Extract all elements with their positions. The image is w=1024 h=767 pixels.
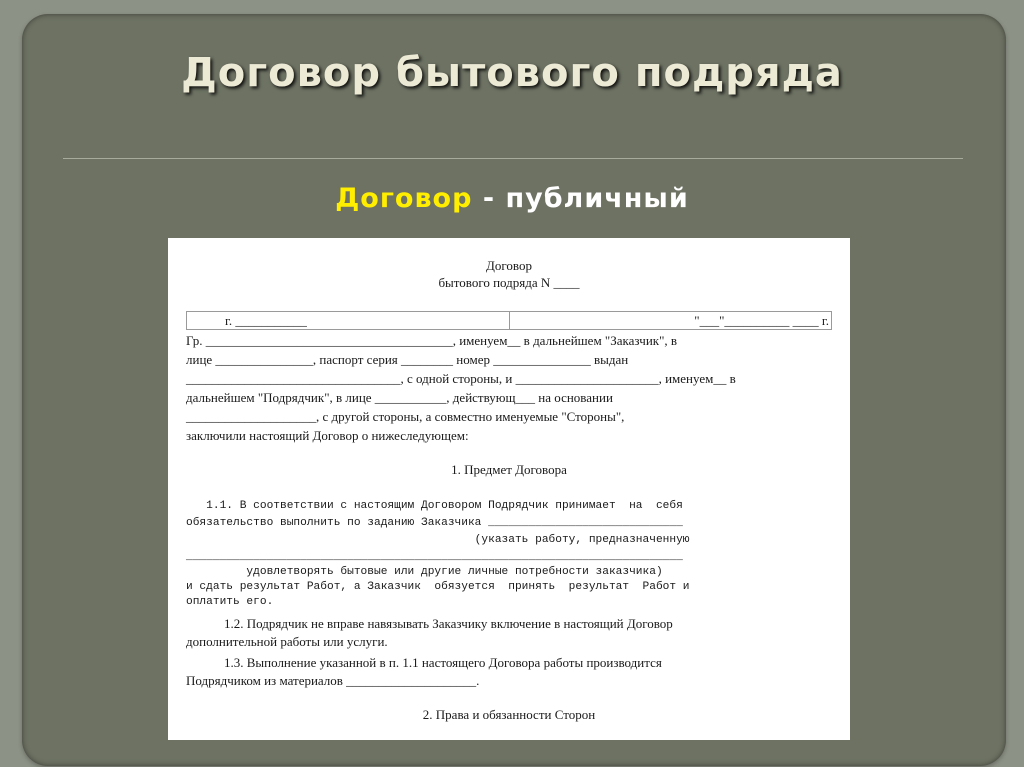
- clause-1-2-line: 1.2. Подрядчик не вправе навязывать Заказчику включение в настоящий Договор: [224, 616, 673, 631]
- clause-1-1-line: 1.1. В соответствии с настоящим Договором Подрядчик принимает на себя: [186, 500, 683, 512]
- clause-1-1-line: удовлетворять бытовые или другие личные потребности заказчика): [186, 566, 663, 578]
- preamble-line: _________________________________, с одной стороны, и ______________________, именуем__ в: [186, 371, 736, 386]
- contract-document-image: [168, 238, 850, 740]
- clause-1-1-line: и сдать результат Работ, а Заказчик обязуется принять результат Работ и: [186, 581, 690, 593]
- clause-1-2-line: дополнительной работы или услуги.: [186, 634, 388, 649]
- preamble-line: ____________________, с другой стороны, а совместно именуемые "Стороны",: [186, 409, 625, 424]
- doc-heading-line2: бытового подряда N ____: [438, 275, 580, 290]
- section1-title: 1. Предмет Договора: [451, 462, 567, 477]
- doc-heading-line1: Договор: [486, 258, 532, 273]
- place-date-row: [186, 311, 832, 330]
- subtitle-rest: - публичный: [472, 183, 689, 214]
- clause-1-1-line: оплатить его.: [186, 596, 274, 608]
- clause-1-1-line: (указать работу, предназначенную: [186, 534, 690, 546]
- preamble-line: Гр. ______________________________________, именуем__ в дальнейшем "Заказчик", в: [186, 333, 678, 348]
- preamble-line: лице _______________, паспорт серия ________ номер _______________ выдан: [186, 352, 629, 367]
- row-divider: [509, 312, 510, 329]
- doc-date: "___"__________ ____ г.: [694, 313, 829, 328]
- clause-1-3-line: Подрядчиком из материалов ____________________.: [186, 673, 480, 688]
- clause-1-1-line: обязательство выполнить по заданию Заказчика _____________________________: [186, 517, 683, 529]
- preamble-line: дальнейшем "Подрядчик", в лице ___________, действующ___ на основании: [186, 390, 613, 405]
- subtitle-keyword: Договор: [335, 183, 473, 214]
- slide-title: Договор бытового подряда: [181, 50, 843, 96]
- slide-subtitle: [0, 183, 1024, 214]
- doc-place: г. ___________: [225, 313, 307, 328]
- preamble-line: заключили настоящий Договор о нижеследующем:: [186, 428, 469, 443]
- clause-1-3-line: 1.3. Выполнение указанной в п. 1.1 настоящего Договора работы производится: [224, 655, 662, 670]
- title-divider: [63, 158, 963, 159]
- clause-1-1-line: __________________________________________________________________________: [186, 551, 683, 563]
- section2-title: 2. Права и обязанности Сторон: [422, 707, 596, 722]
